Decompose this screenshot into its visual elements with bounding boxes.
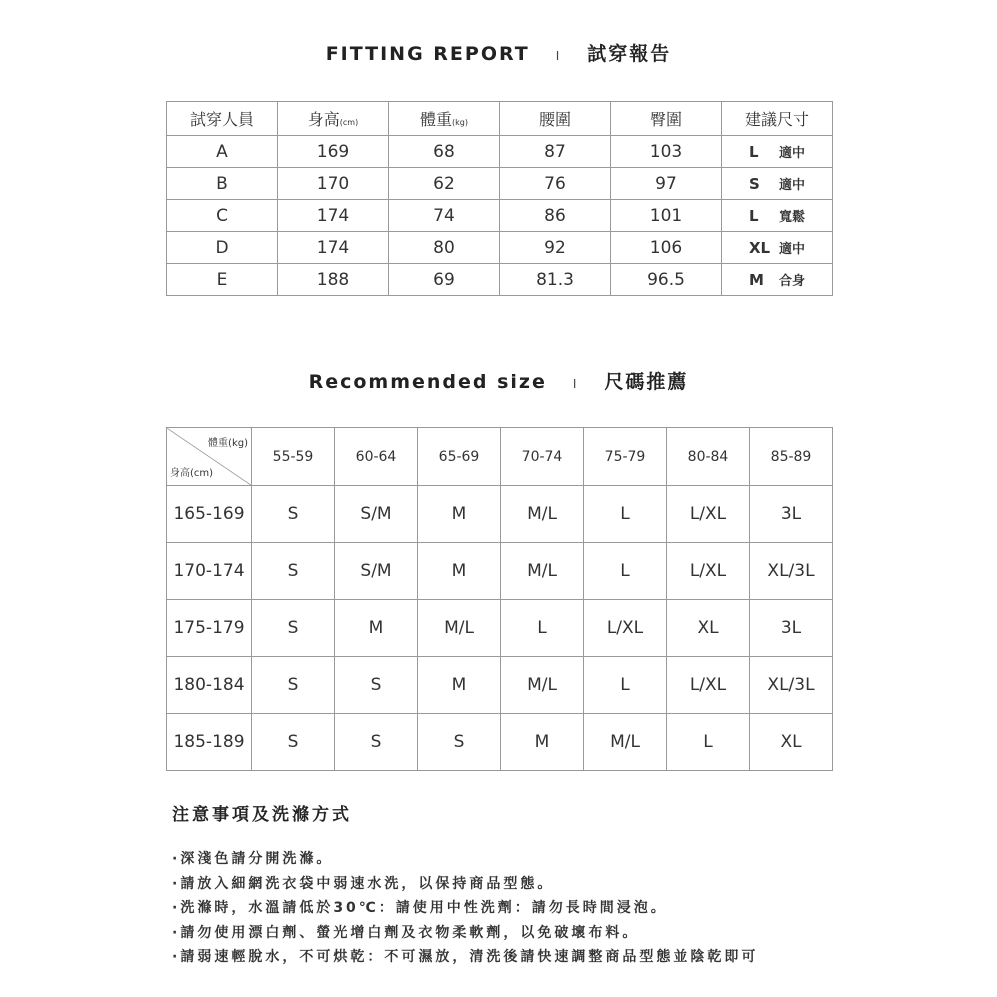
note-item: ·洗滌時，水溫請低於30℃：請使用中性洗劑：請勿長時間浸泡。 [172, 900, 668, 916]
size-cell: 3L [750, 600, 833, 657]
title-en: Recommended size [308, 371, 547, 393]
table-cell: 87 [500, 136, 611, 168]
size-cell: L/XL [584, 600, 667, 657]
size-cell: M [335, 600, 418, 657]
size-cell: M 合身 [722, 264, 833, 296]
table-cell: C [167, 200, 278, 232]
size-cell: S [335, 714, 418, 771]
size-cell: L [501, 600, 584, 657]
size-cell: M/L [501, 657, 584, 714]
table-cell: 74 [389, 200, 500, 232]
weight-header: 75-79 [584, 428, 667, 486]
table-cell: 169 [278, 136, 389, 168]
header-cell: 腰圍 [500, 102, 611, 136]
size-cell: L 寬鬆 [722, 200, 833, 232]
size-cell: XL/3L [750, 657, 833, 714]
table-row [167, 657, 833, 714]
size-cell: L [584, 657, 667, 714]
note-item: ·請放入細網洗衣袋中弱速水洗，以保持商品型態。 [172, 875, 555, 892]
size-cell: S [252, 600, 335, 657]
table-cell: 76 [500, 168, 611, 200]
size-cell: XL/3L [750, 543, 833, 600]
table-cell: 101 [611, 200, 722, 232]
header-cell: 身高(cm) [278, 102, 389, 136]
table-row [167, 600, 833, 657]
size-cell: L 適中 [722, 136, 833, 168]
size-cell: M/L [584, 714, 667, 771]
table-cell: 174 [278, 232, 389, 264]
note-item: ·請勿使用漂白劑、螢光增白劑及衣物柔軟劑，以免破壞布料。 [172, 924, 640, 941]
size-cell: M [501, 714, 584, 771]
table-row [167, 136, 833, 168]
size-cell: S [252, 486, 335, 543]
size-cell: S [252, 543, 335, 600]
weight-header: 80-84 [667, 428, 750, 486]
title-zh: 試穿報告 [587, 43, 672, 65]
header-cell: 試穿人員 [167, 102, 278, 136]
weight-header: 70-74 [501, 428, 584, 486]
note-item: ·請弱速輕脫水，不可烘乾：不可濕放，清洗後請快速調整商品型態並陰乾即可 [172, 949, 759, 965]
notes-title: 注意事項及洗滌方式 [172, 805, 352, 825]
weight-header: 55-59 [252, 428, 335, 486]
table-cell: 62 [389, 168, 500, 200]
size-cell: S [252, 714, 335, 771]
size-cell: L/XL [667, 543, 750, 600]
table-row [167, 168, 833, 200]
table-row [167, 543, 833, 600]
size-cell: 3L [750, 486, 833, 543]
size-cell: XL [667, 600, 750, 657]
table-cell: 92 [500, 232, 611, 264]
table-cell: 86 [500, 200, 611, 232]
table-cell: 170 [278, 168, 389, 200]
table-cell: D [167, 232, 278, 264]
header-row [167, 428, 833, 486]
size-cell: M [418, 486, 501, 543]
size-cell: L [584, 486, 667, 543]
table-cell: 97 [611, 168, 722, 200]
size-cell: S [335, 657, 418, 714]
fitting-table [166, 101, 833, 296]
height-cell: 185-189 [167, 714, 252, 771]
size-cell: M [418, 657, 501, 714]
table-cell: B [167, 168, 278, 200]
table-cell: 96.5 [611, 264, 722, 296]
table-row [167, 714, 833, 771]
table-row [167, 232, 833, 264]
table-cell: E [167, 264, 278, 296]
height-cell: 165-169 [167, 486, 252, 543]
size-cell: M/L [418, 600, 501, 657]
size-cell: L/XL [667, 486, 750, 543]
weight-header: 65-69 [418, 428, 501, 486]
corner-cell: 體重(kg) 身高(cm) [167, 428, 252, 486]
title-en: FITTING REPORT [325, 43, 530, 65]
table-cell: 69 [389, 264, 500, 296]
header-cell: 臀圍 [611, 102, 722, 136]
weight-header: 60-64 [335, 428, 418, 486]
title-separator: I [572, 377, 579, 391]
title-separator: I [555, 49, 562, 63]
header-cell: 體重(kg) [389, 102, 500, 136]
table-row [167, 486, 833, 543]
size-cell: S/M [335, 543, 418, 600]
height-cell: 175-179 [167, 600, 252, 657]
table-cell: 103 [611, 136, 722, 168]
table-cell: 81.3 [500, 264, 611, 296]
note-item: ·深淺色請分開洗滌。 [172, 851, 334, 867]
size-cell: S [418, 714, 501, 771]
table-cell: A [167, 136, 278, 168]
height-cell: 180-184 [167, 657, 252, 714]
table-row [167, 264, 833, 296]
table-cell: 188 [278, 264, 389, 296]
recommended-size-title [0, 367, 997, 394]
size-cell: S 適中 [722, 168, 833, 200]
size-cell: M [418, 543, 501, 600]
size-cell: M/L [501, 486, 584, 543]
table-cell: 174 [278, 200, 389, 232]
size-cell: L/XL [667, 657, 750, 714]
fitting-report-title [0, 39, 997, 66]
height-cell: 170-174 [167, 543, 252, 600]
care-notes [172, 800, 758, 970]
table-cell: 68 [389, 136, 500, 168]
size-cell: L [584, 543, 667, 600]
header-cell: 建議尺寸 [722, 102, 833, 136]
size-cell: S [252, 657, 335, 714]
size-cell: XL 適中 [722, 232, 833, 264]
size-cell: L [667, 714, 750, 771]
table-cell: 106 [611, 232, 722, 264]
table-row [167, 200, 833, 232]
size-cell: S/M [335, 486, 418, 543]
size-cell: XL [750, 714, 833, 771]
size-cell: M/L [501, 543, 584, 600]
weight-header: 85-89 [750, 428, 833, 486]
header-row [167, 102, 833, 136]
size-table [166, 427, 833, 771]
title-zh: 尺碼推薦 [604, 371, 689, 393]
table-cell: 80 [389, 232, 500, 264]
